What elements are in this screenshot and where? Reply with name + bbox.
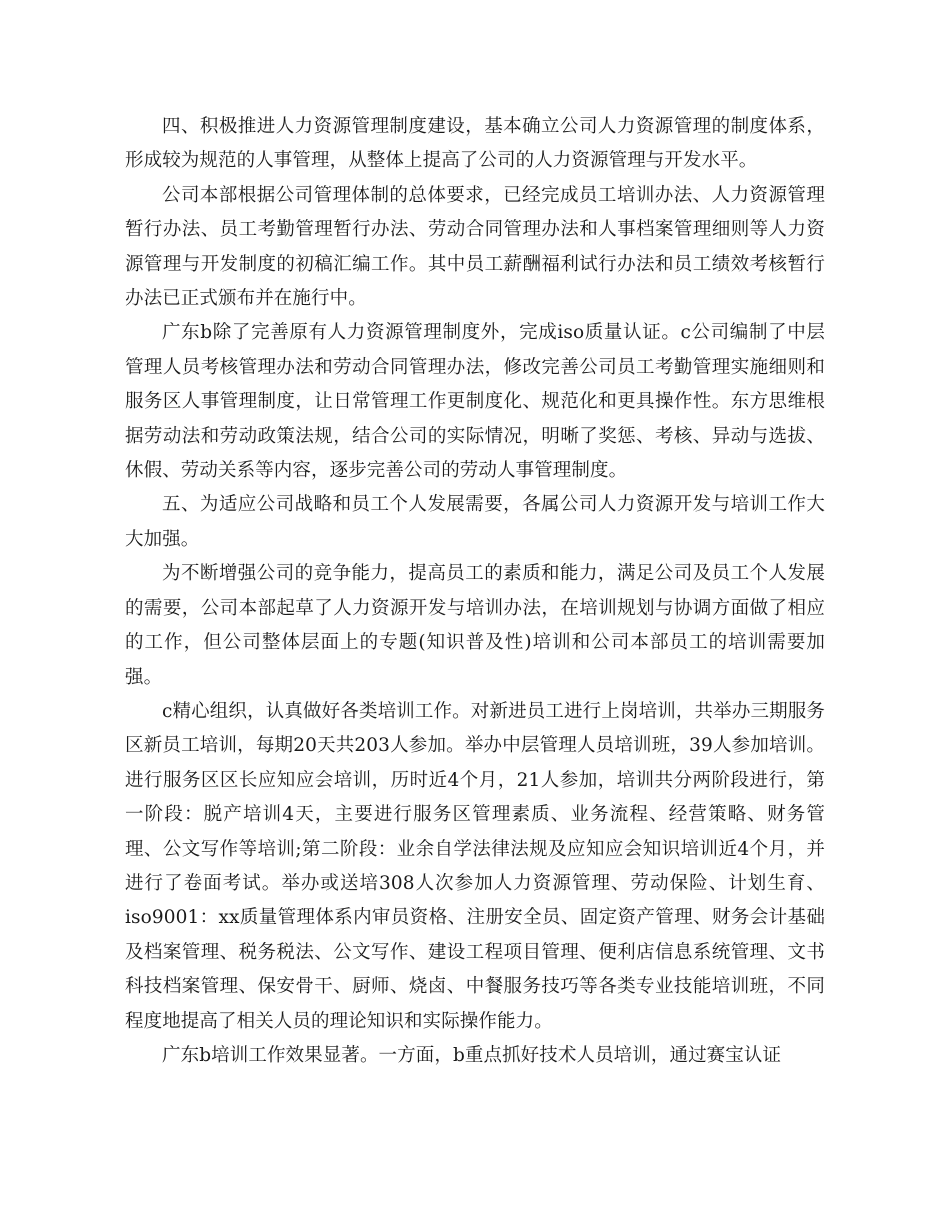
paragraph-training-details: c精心组织，认真做好各类培训工作。对新进员工进行上岗培训，共举办三期服务区新员工培训，每期20天共203人参加。举办中层管理人员培训班，39人参加培训。进行服务区区长应知应会培训，历时近4个月，21人参加，培训共分两阶段进行，第一阶段：脱产培训4天，主要进行服务区管理素质、业务流程、经营策略、财务管理、公文写作等培训;第二阶段：业余自学法律法规及应知应会知识培训近4个月，并进行了卷面考试。举办或送培308人次参加人力资源管理、劳动保险、计划生育、iso9001：xx质量管理体系内审员资格、注册安全员、固定资产管理、财务会计基础及档案管理、税务税法、公文写作、建设工程项目管理、便利店信息系统管理、文书科技档案管理、保安骨干、厨师、烧卤、中餐服务技巧等各类专业技能培训班，不同程度地提高了相关人员的理论知识和实际操作能力。: [125, 700, 825, 1032]
paragraph-training-results: 广东b培训工作效果显著。一方面，b重点抓好技术人员培训，通过赛宝认证: [162, 1044, 782, 1066]
paragraph-section-four-heading: 四、积极推进人力资源管理制度建设，基本确立公司人力资源管理的制度体系，形成较为规范的人事管理，从整体上提高了公司的人力资源管理与开发水平。: [125, 116, 825, 172]
paragraph-subsidiary-policies: 广东b除了完善原有人力资源管理制度外，完成iso质量认证。c公司编制了中层管理人员考核管理办法和劳动合同管理办法，修改完善公司员工考勤管理实施细则和服务区人事管理制度，让日常管理工作更制度化、规范化和更具操作性。东方思维根据劳动法和劳动政策法规，结合公司的实际情况，明晰了奖惩、考核、异动与选拔、休假、劳动关系等内容，逐步完善公司的劳动人事管理制度。: [125, 322, 825, 482]
paragraph-training-measures: 为不断增强公司的竞争能力，提高员工的素质和能力，满足公司及员工个人发展的需要，公司本部起草了人力资源开发与培训办法，在培训规划与协调方面做了相应的工作，但公司整体层面上的专题(知识普及性)培训和公司本部员工的培训需要加强。: [125, 563, 825, 688]
document-body: [125, 110, 825, 1073]
paragraph-headquarters-policies: 公司本部根据公司管理体制的总体要求，已经完成员工培训办法、人力资源管理暂行办法、员工考勤管理暂行办法、劳动合同管理办法和人事档案管理细则等人力资源管理与开发制度的初稿汇编工作。其中员工薪酬福利试行办法和员工绩效考核暂行办法已正式颁布并在施行中。: [125, 184, 825, 310]
paragraph-section-five-heading: 五、为适应公司战略和员工个人发展需要，各属公司人力资源开发与培训工作大大加强。: [125, 494, 825, 550]
